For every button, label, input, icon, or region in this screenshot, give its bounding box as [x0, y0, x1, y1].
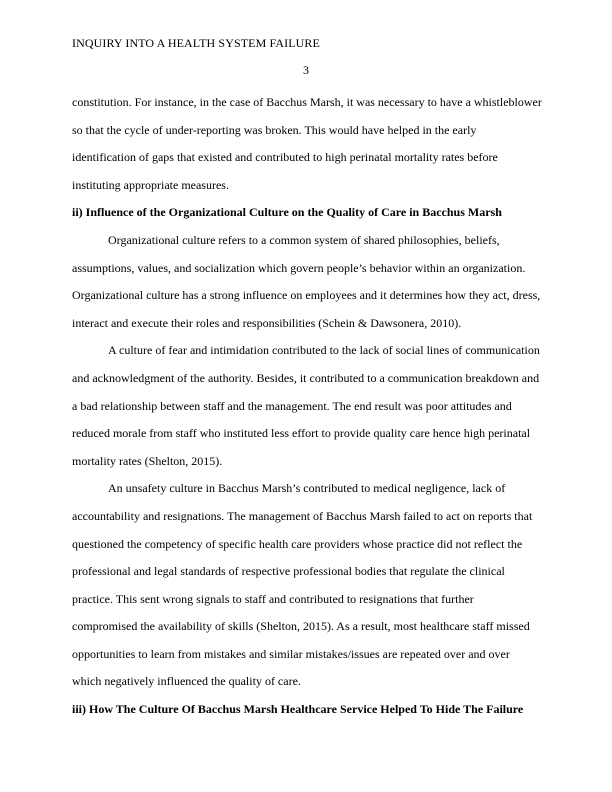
paragraph-culture-of-fear: A culture of fear and intimidation contributed to the lack of social lines of communication and acknowledgment of the authority. Besides, it contributed to a communication breakdown and a bad relationship between staff and the management. The end result was poor attitudes and reduced morale from staff who instituted less effort to provide quality care hence high perinatal mortality rates (Shelton, 2015). — [72, 343, 540, 468]
document-body — [72, 89, 542, 724]
paragraph-continued: constitution. For instance, in the case of Bacchus Marsh, it was necessary to have a whistleblower so that the cycle of under-reporting was broken. This would have helped in the early identification of gaps that existed and contributed to high perinatal mortality rates before instituting appropriate measures. — [72, 95, 542, 192]
section-heading-ii: ii) Influence of the Organizational Culture on the Quality of Care in Bacchus Marsh — [72, 205, 502, 220]
paragraph-unsafety-culture: An unsafety culture in Bacchus Marsh’s contributed to medical negligence, lack of accountability and resignations. The management of Bacchus Marsh failed to act on reports that questioned the competency of specific health care providers whose practice did not reflect the professional and legal standards of respective professional bodies that regulate the clinical practice. This sent wrong signals to staff and contributed to resignations that further compromised the availability of skills (Shelton, 2015). As a result, most healthcare staff missed opportunities to learn from mistakes and similar mistakes/issues are repeated over and over which negatively influenced the quality of care. — [72, 481, 533, 689]
paragraph-organizational-culture: Organizational culture refers to a common system of shared philosophies, beliefs, assumptions, values, and socialization which govern people’s behavior within an organization. Organizational culture has a strong influence on employees and it determines how they act, dress, interact and execute their roles and responsibilities (Schein & Dawsonera, 2010). — [72, 232, 541, 330]
section-heading-iii: iii) How The Culture Of Bacchus Marsh Healthcare Service Helped To Hide The Failure — [72, 702, 524, 717]
page-number: 3 — [303, 63, 309, 77]
running-head: INQUIRY INTO A HEALTH SYSTEM FAILURE — [72, 36, 320, 50]
